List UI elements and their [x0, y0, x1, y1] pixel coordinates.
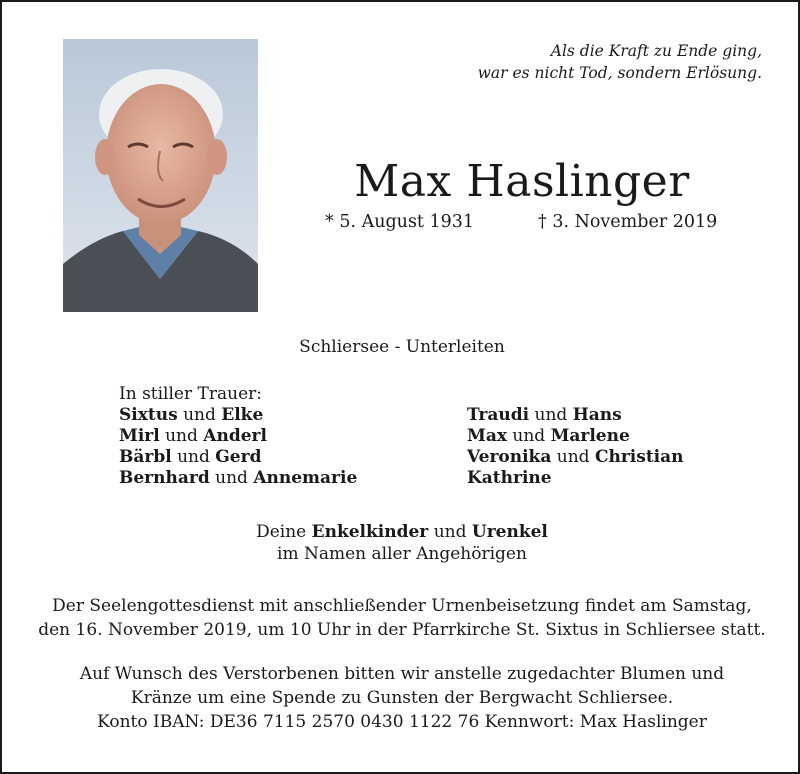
mourner-row: Veronika und Christian	[467, 447, 684, 467]
funeral-service-info	[2, 594, 800, 642]
donation-line: Auf Wunsch des Verstorbenen bitten wir anstelle zugedachter Blumen und	[79, 664, 725, 684]
mourner-row: Mirl und Anderl	[119, 426, 267, 446]
portrait-photo	[63, 39, 258, 312]
grandchildren-line: Deine Enkelkinder und Urenkel	[256, 522, 548, 542]
service-line: Der Seelengottesdienst mit anschließender Urnenbeisetzung findet am Samstag,	[52, 596, 752, 616]
death-date: † 3. November 2019	[538, 212, 718, 232]
deceased-name: Max Haslinger	[354, 156, 690, 207]
grandchildren-block	[2, 521, 800, 565]
service-line: den 16. November 2019, um 10 Uhr in der Pfarrkirche St. Sixtus in Schliersee statt.	[38, 620, 766, 640]
bank-details: Konto IBAN: DE36 7115 2570 0430 1122 76 Kennwort: Max Haslinger	[97, 712, 707, 732]
mourners-left-column	[119, 405, 357, 489]
motto-quote	[478, 40, 762, 84]
mourner-row: Sixtus und Elke	[119, 405, 264, 425]
birth-date: * 5. August 1931	[325, 212, 475, 232]
mourner-row: Bernhard und Annemarie	[119, 468, 358, 488]
mourners-right-column	[467, 405, 684, 489]
motto-line: Als die Kraft zu Ende ging,	[550, 42, 762, 60]
mourner-row: Kathrine	[467, 468, 552, 488]
mourner-row: Bärbl und Gerd	[119, 447, 262, 467]
motto-line: war es nicht Tod, sondern Erlösung.	[477, 64, 762, 82]
mourner-row: Max und Marlene	[467, 426, 630, 446]
place-of-residence: Schliersee - Unterleiten	[299, 337, 505, 357]
donation-request	[2, 662, 800, 734]
donation-line: Kränze um eine Spende zu Gunsten der Bergwacht Schliersee.	[130, 688, 674, 708]
mourning-label: In stiller Trauer:	[119, 384, 262, 404]
relatives-line: im Namen aller Angehörigen	[277, 544, 527, 564]
mourner-row: Traudi und Hans	[467, 405, 622, 425]
